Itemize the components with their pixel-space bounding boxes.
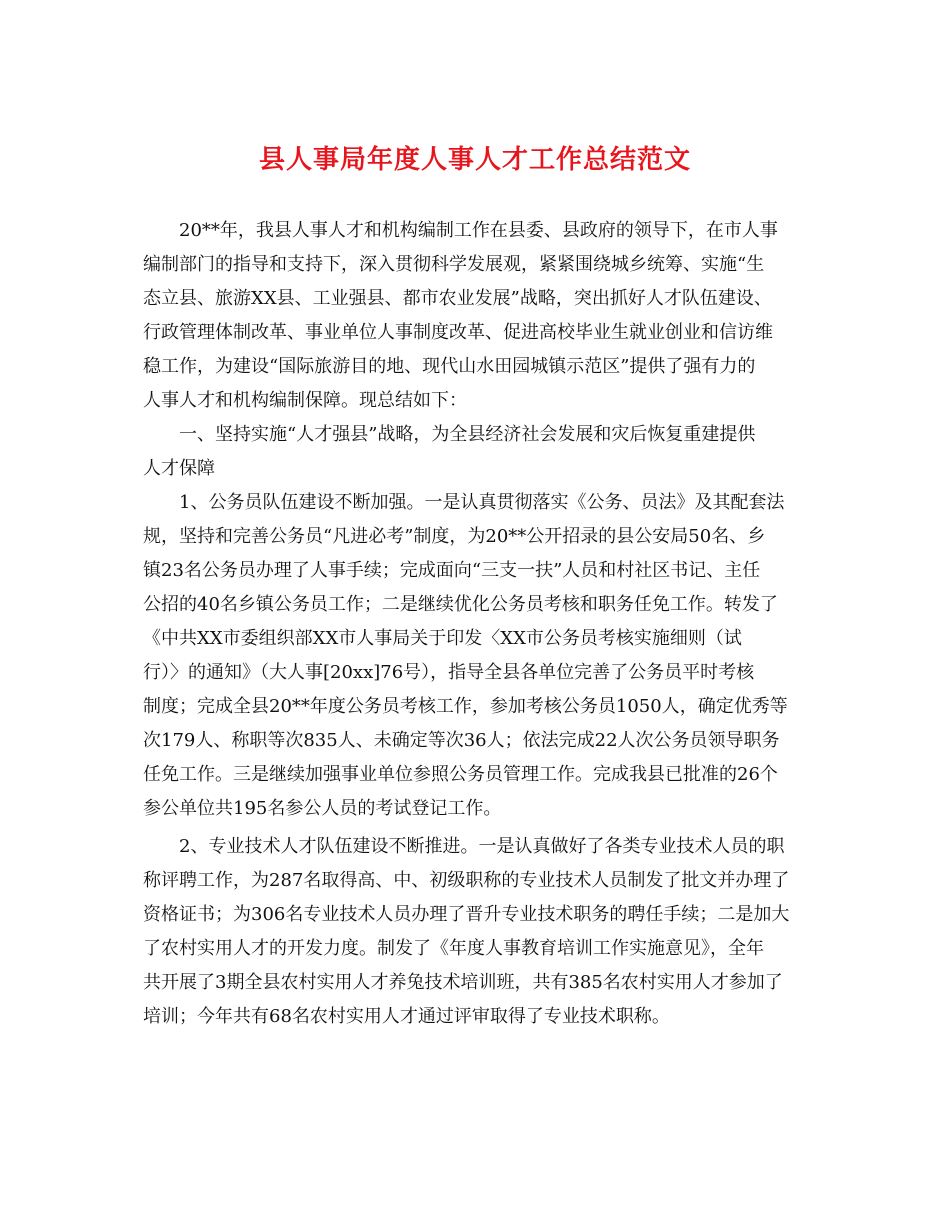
document-body (143, 214, 810, 1034)
paragraph-line: 称评聘工作，为287名取得高、中、初级职称的专业技术人员制发了批文并办理了 (143, 870, 790, 891)
paragraph-line: 了农村实用人才的开发力度。制发了《年度人事教育培训工作实施意见》，全年 (143, 938, 764, 959)
paragraph-line: 共开展了3期全县农村实用人才养兔技术培训班，共有385名农村实用人才参加了 (143, 972, 783, 993)
paragraph-line: 镇23名公务员办理了人事手续；完成面向“三支一扶”人员和村社区书记、主任 (143, 560, 761, 581)
paragraph-line: 稳工作，为建设“国际旅游目的地、现代山水田园城镇示范区”提供了强有力的 (143, 356, 756, 377)
paragraph-line: 任免工作。三是继续加强事业单位参照公务员管理工作。完成我县已批准的26个 (143, 764, 778, 785)
paragraph-line: 行）〉的通知》（大人事[20xx]76号），指导全县各单位完善了公务员平时考核 (143, 662, 755, 683)
paragraph-line: 规，坚持和完善公务员“凡进必考”制度，为20**公开招录的县公安局50名、乡 (143, 526, 766, 547)
paragraph-line: 1、公务员队伍建设不断加强。一是认真贯彻落实《公务、员法》及其配套法 (179, 492, 785, 513)
paragraph-line: 公招的40名乡镇公务员工作；二是继续优化公务员考核和职务任免工作。转发了 (143, 594, 778, 615)
paragraph-line: 制度；完成全县20**年度公务员考核工作，参加考核公务员1050人，确定优秀等 (143, 696, 788, 717)
paragraph-line: 行政管理体制改革、事业单位人事制度改革、促进高校毕业生就业创业和信访维 (143, 322, 773, 343)
paragraph-line: 编制部门的指导和支持下，深入贯彻科学发展观，紧紧围绕城乡统筹、实施“生 (143, 254, 765, 275)
section-heading-line: 人才保障 (143, 458, 215, 479)
paragraph-line: 资格证书；为306名专业技术人员办理了晋升专业技术职务的聘任手续；二是加大 (143, 904, 790, 925)
section-heading-line: 一、坚持实施“人才强县”战略，为全县经济社会发展和灾后恢复重建提供 (179, 424, 756, 445)
paragraph-line: 参公单位共195名参公人员的考试登记工作。 (143, 798, 502, 819)
paragraph-line: 次179人、称职等次835人、未确定等次36人；依法完成22人次公务员领导职务 (143, 730, 780, 751)
paragraph-line: 人事人才和机构编制保障。现总结如下： (143, 390, 467, 411)
paragraph-line: 20**年，我县人事人才和机构编制工作在县委、县政府的领导下，在市人事 (179, 220, 778, 241)
paragraph-line: 2、专业技术人才队伍建设不断推进。一是认真做好了各类专业技术人员的职 (179, 836, 785, 857)
paragraph-line: 态立县、旅游XX县、工业强县、都市农业发展”战略，突出抓好人才队伍建设、 (143, 288, 772, 309)
paragraph-line: 《中共XX市委组织部XX市人事局关于印发〈XX市公务员考核实施细则（试 (143, 628, 742, 649)
document-title: 县人事局年度人事人才工作总结范文 (258, 145, 691, 175)
paragraph-line: 培训；今年共有68名农村实用人才通过评审取得了专业技术职称。 (143, 1006, 670, 1027)
